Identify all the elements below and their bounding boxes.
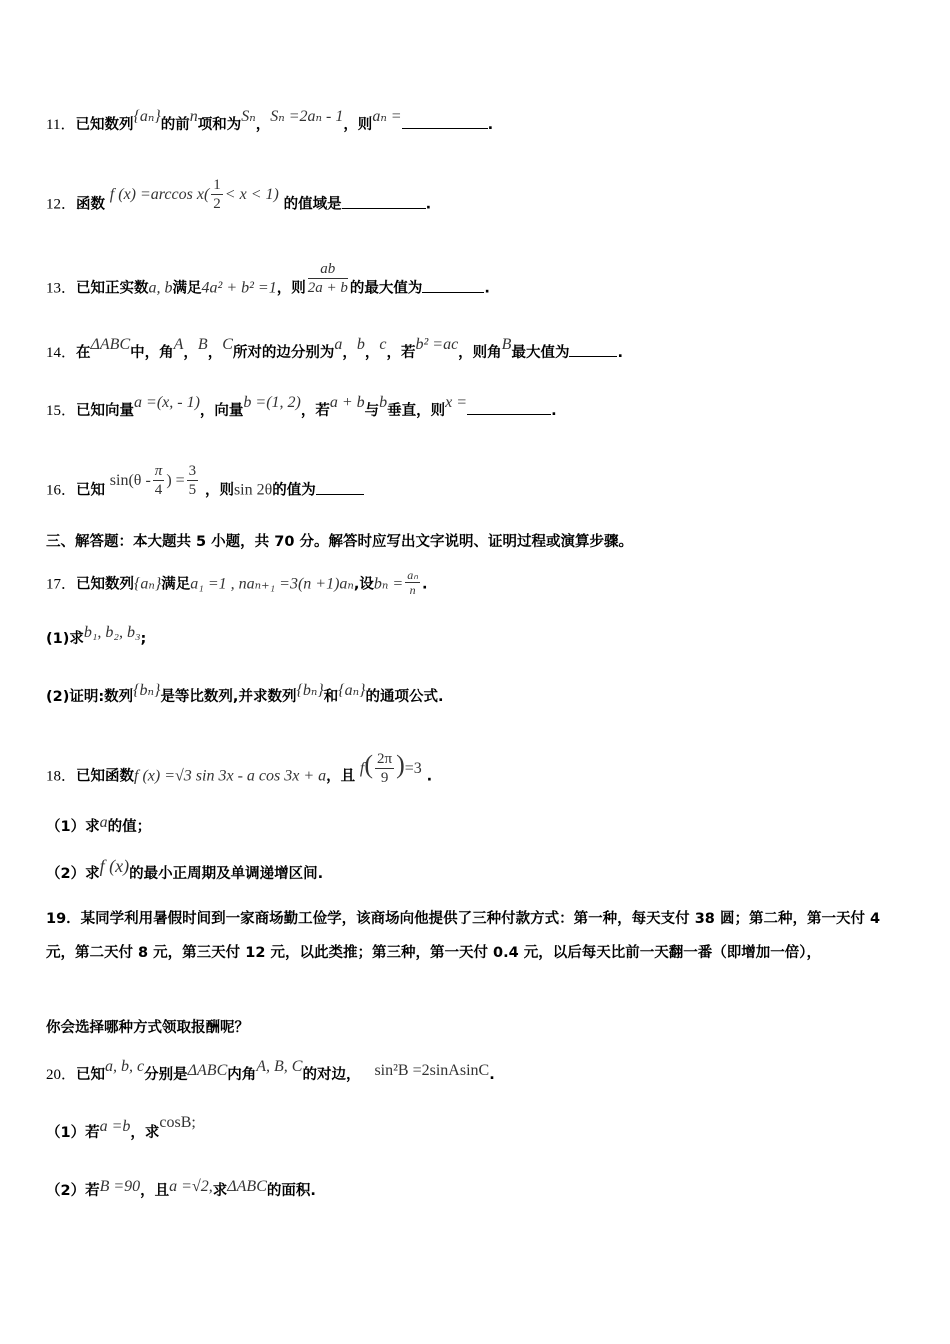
- question-20-part-1: （1）若a =b，求cosB;: [46, 1114, 196, 1141]
- question-13: 13．已知正实数a, b满足4a² + b² =1，则 $\frac{ab}{2a + b}$ 的最大值为 .: [46, 261, 490, 297]
- answer-blank[interactable]: [342, 194, 426, 209]
- question-19-ask: 你会选择哪种方式领取报酬呢？: [46, 1020, 249, 1036]
- fraction: $\frac{2\pi}{9}$: [377, 751, 393, 786]
- question-18-part-2: （2）求f (x)的最小正周期及单调递增区间.: [46, 856, 324, 882]
- answer-blank[interactable]: [569, 342, 617, 357]
- fraction: $\frac{1}{2}$: [213, 177, 221, 212]
- answer-blank[interactable]: [422, 278, 484, 293]
- question-14: 14．在ΔABC中，角A，B，C所对的边分别为a，b，c，若b² =ac，则角B最大值为 .: [46, 336, 623, 361]
- paren-left: (: [364, 749, 374, 779]
- answer-blank[interactable]: [402, 114, 488, 129]
- question-18-part-1: （1）求a的值；: [46, 814, 152, 835]
- fraction: $\frac{ab}{2a + b}$: [307, 261, 348, 296]
- question-17-part-2: (2)证明:数列{bₙ}是等比数列,并求数列{bₙ}和{aₙ}的通项公式.: [46, 682, 444, 705]
- question-17-part-1: (1)求b₁, b₂, b₃;: [46, 624, 147, 647]
- answer-blank[interactable]: [316, 480, 364, 495]
- question-18: 18．已知函数f (x) =√3 sin 3x - a cos 3x + a，且 f( $\frac{2\pi}{9}$ )=3 .: [46, 749, 433, 786]
- paren-right: ): [396, 749, 405, 779]
- fraction: $\frac{\pi}{4}$: [154, 463, 163, 498]
- question-11: 11．已知数列{aₙ}的前n项和为Sₙ，Sₙ =2aₙ - 1，则aₙ = .: [46, 108, 494, 133]
- fraction: $\frac{3}{5}$: [188, 463, 197, 498]
- section-3-heading: 三、解答题：本大题共 5 小题，共 70 分。解答时应写出文字说明、证明过程或演算步骤。: [46, 534, 633, 550]
- question-19: 19．某同学利用暑假时间到一家商场勤工俭学，该商场向他提供了三种付款方式：第一种，每天支付 38 圆；第二种，第一天付 4 元，第二天付 8 元，第三天付 12 元，以此类推；第三种，第一天付 0.4 元，以后每天比前一天翻一番（即增加一倍），: [46, 911, 881, 961]
- question-17: 17．已知数列{aₙ}满足a₁ =1 , naₙ₊₁ =3(n +1)aₙ,设bₙ = $\frac{\text{aₙ}}{n}$ .: [46, 568, 428, 597]
- fraction: $\frac{\text{aₙ}}{n}$: [407, 568, 418, 597]
- answer-blank[interactable]: [467, 400, 551, 415]
- question-12: 12．函数 f (x) =arccos x( $\frac{1}{2}$ < x < 1) 的值域是 .: [46, 177, 432, 213]
- question-20-part-2: （2）若B =90，且a =√2,求ΔABC的面积.: [46, 1178, 316, 1199]
- question-20: 20．已知a, b, c分别是ΔABC内角A, B, C的对边， sin²B =2sinAsinC.: [46, 1058, 495, 1083]
- question-16: 16．已知 sin(θ - $\frac{\pi}{4}$ ) = $\frac{3}{5}$ ，则sin 2θ的值为: [46, 472, 364, 509]
- question-15: 15．已知向量a =(x, - 1)，向量b =(1, 2)，若a + b与b垂直，则x = .: [46, 394, 557, 419]
